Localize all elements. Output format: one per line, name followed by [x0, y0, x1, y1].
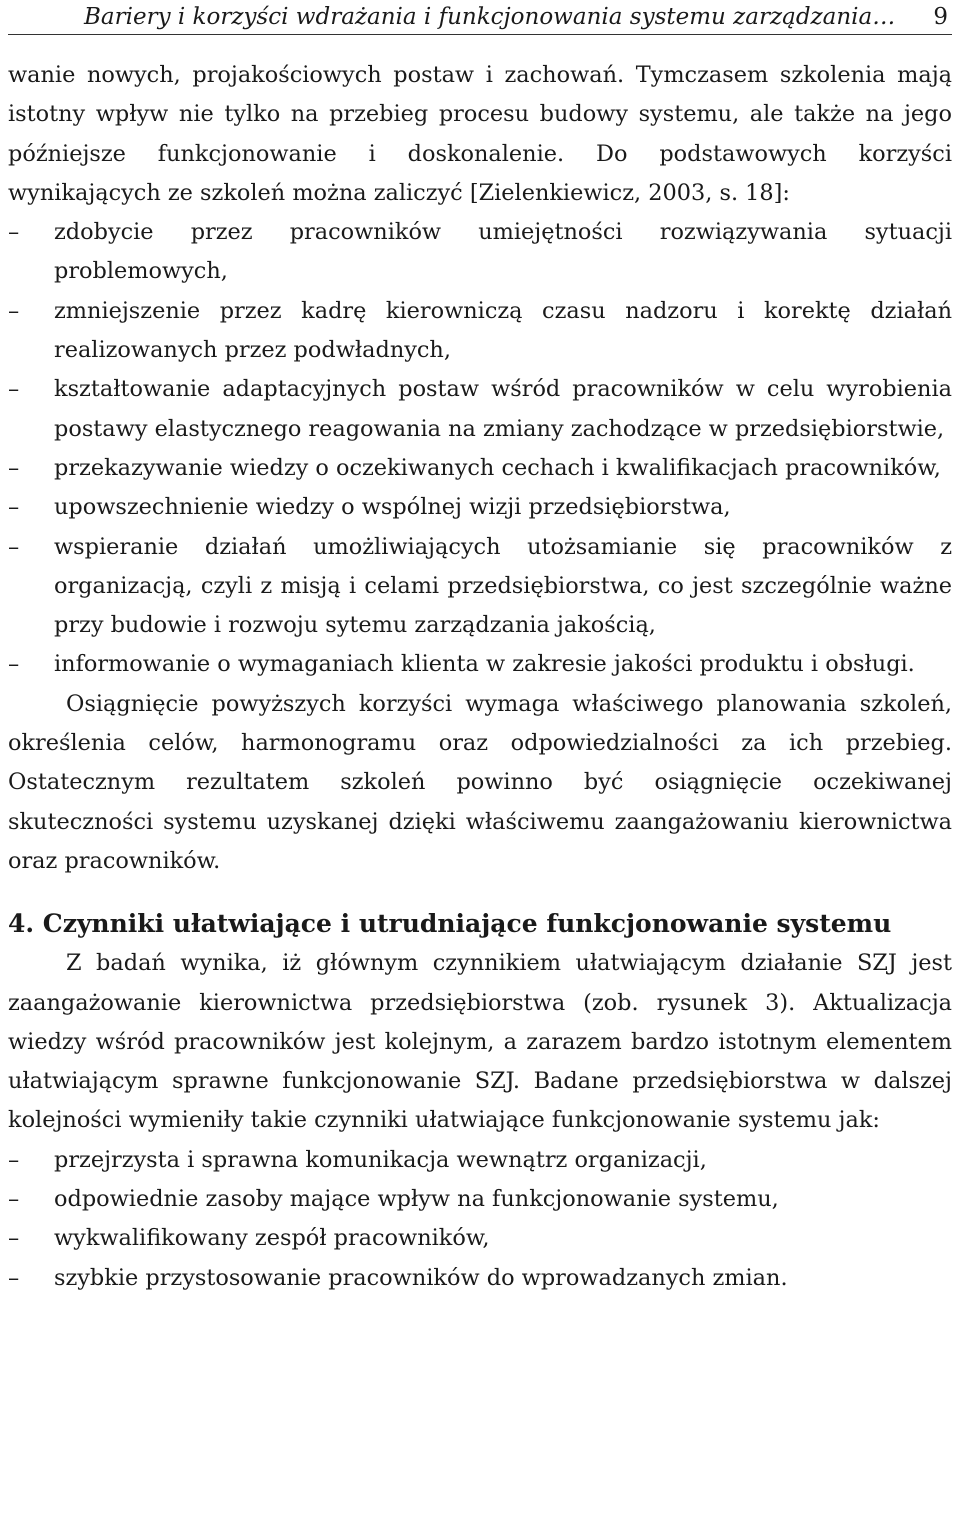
list-item: – zdobycie przez pracowników umiejętności rozwiązywania sytuacji problemowych, [8, 213, 952, 292]
list-item: – szybkie przystosowanie pracowników do wprowadzanych zmian. [8, 1259, 952, 1298]
page-number: 9 [933, 4, 948, 30]
list-item: – odpowiednie zasoby mające wpływ na funkcjonowanie systemu, [8, 1180, 952, 1219]
list-item: – upowszechnienie wiedzy o wspólnej wizji przedsiębiorstwa, [8, 488, 952, 527]
list-item: – przejrzysta i sprawna komunikacja wewnątrz organizacji, [8, 1141, 952, 1180]
factors-list [8, 1141, 952, 1298]
benefits-list [8, 213, 952, 685]
list-item: – kształtowanie adaptacyjnych postaw wśród pracowników w celu wyrobienia postawy elastycznego reagowania na zmiany zachodzące w przedsiębiorstwie, [8, 370, 952, 449]
running-header [8, 0, 952, 35]
list-item: – przekazywanie wiedzy o oczekiwanych cechach i kwalifikacjach pracowników, [8, 449, 952, 488]
list-item: – wspieranie działań umożliwiających utożsamianie się pracowników z organizacją, czyli z misją i celami przedsiębiorstwa, co jest szczególnie ważne przy budowie i rozwoju sytemu zarządzania jakością, [8, 528, 952, 646]
list-item: – informowanie o wymaganiach klienta w zakresie jakości produktu i obsługi. [8, 645, 952, 684]
section-heading: 4. Czynniki ułatwiające i utrudniające funkcjonowanie systemu [8, 909, 892, 939]
list-item: – wykwalifikowany zespół pracowników, [8, 1219, 952, 1258]
section-paragraph: Z badań wynika, iż głównym czynnikiem ułatwiającym działanie SZJ jest zaangażowanie kierownictwa przedsiębiorstwa (zob. rysunek 3). Aktualizacja wiedzy wśród pracowników jest kolejnym, a zarazem bardzo istotnym elementem ułatwiającym sprawne funkcjonowanie SZJ. Badane przedsiębiorstwa w dalszej kolejności wymieniły takie czynniki ułatwiające funkcjonowanie systemu jak: [8, 950, 952, 1134]
closing-paragraph: Osiągnięcie powyższych korzyści wymaga właściwego planowania szkoleń, określenia celów, harmonogramu oraz odpowiedzialności za ich przebieg. Ostatecznym rezultatem szkoleń powinno być osiągnięcie oczekiwanej skuteczności systemu uzyskanej dzięki właściwemu zaangażowaniu kierownictwa oraz pracowników. [8, 690, 952, 874]
intro-paragraph: wanie nowych, projakościowych postaw i zachowań. Tymczasem szkolenia mają istotny wpływ nie tylko na przebieg procesu budowy systemu, ale także na jego późniejsze funkcjonowanie i doskonalenie. Do podstawowych korzyści wynikających ze szkoleń można zaliczyć [Zielenkiewicz, 2003, s. 18]: [8, 62, 952, 206]
page-content [8, 56, 952, 1298]
list-item: – zmniejszenie przez kadrę kierowniczą czasu nadzoru i korektę działań realizowanych przez podwładnych, [8, 292, 952, 371]
running-title: Bariery i korzyści wdrażania i funkcjonowania systemu zarządzania… [84, 4, 896, 30]
